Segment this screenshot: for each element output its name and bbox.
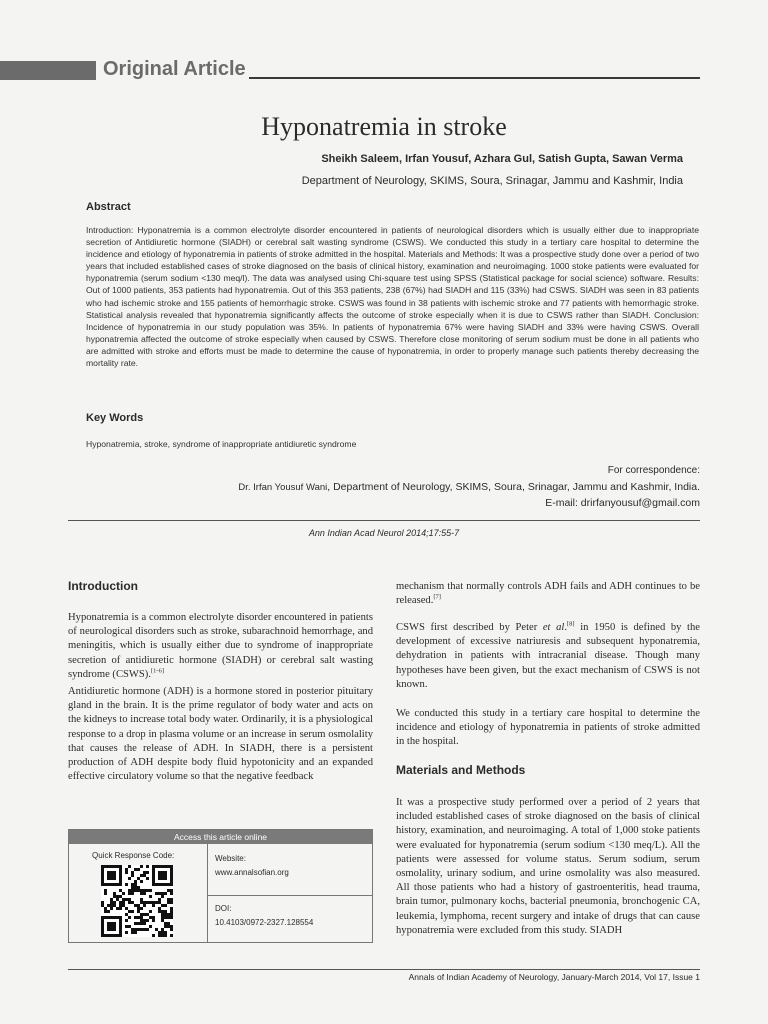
reference-marker: [7] bbox=[433, 593, 441, 601]
journal-footer: Annals of Indian Academy of Neurology, January-March 2014, Vol 17, Issue 1 bbox=[408, 972, 700, 982]
access-box-header: Access this article online bbox=[69, 830, 372, 844]
author-list: Sheikh Saleem, Irfan Yousuf, Azhara Gul, Satish Gupta, Sawan Verma bbox=[321, 153, 683, 165]
section-rule bbox=[249, 77, 700, 79]
introduction-heading: Introduction bbox=[68, 579, 138, 593]
doi-value[interactable]: 10.4103/0972-2327.128554 bbox=[215, 918, 314, 927]
et-al: et al bbox=[542, 622, 565, 633]
section-bar bbox=[0, 61, 96, 80]
right-paragraph-2 bbox=[396, 621, 700, 692]
right-paragraph-3: We conducted this study in a tertiary care hospital to determine the incidence and etiology of hyponatremia in patients of stroke admitted in the hospital. bbox=[396, 708, 700, 748]
intro-paragraph-1-text: Hyponatremia is a common electrolyte disorder encountered in patients of neurological disorders such as stroke, subarachnoid hemorrhage, and meningitis, which is usually either due to syndrome of inappropriate secretion of antidiuretic hormone (SIADH) or cerebral salt wasting syndrome (CSWS). bbox=[68, 612, 373, 680]
right-paragraph-2-text-b: in 1950 is defined by the development of excessive natriuresis and subsequent hyponatremia, dehydration in patients with intracranial disease. Though many hypotheses have been given, but the exact mechanism of CSWS is not known. bbox=[396, 622, 700, 690]
reference-marker: [8] bbox=[567, 620, 575, 628]
intro-paragraph-2: Antidiuretic hormone (ADH) is a hormone stored in posterior pituitary gland in the brain. It is the prime regulator of body water and acts on the kidneys to increase total body water. Ordinarily, it is a physiological response to a drop in plasma volume or an increase in serum osmolality that causes the release of ADH. In SIADH, there is a persistent production of ADH despite body fluid hypotonicity and an expanded effective circulatory volume so that the negative feedback bbox=[68, 686, 373, 783]
website-cell bbox=[208, 844, 372, 896]
methods-paragraph: It was a prospective study performed over a period of 2 years that included established cases of stroke diagnosed on the basis of clinical history, examination, and neuroimaging. A total of 1,000 stoke patients were evaluated for hyponatremia (serum sodium <130 meq/L). All the patients were assessed for volume status. Serum sodium, serum osmolality, urinary sodium, and urine osmolality was also measured. All those patients who had a history of gastroenteritis, head trauma, brain tumor, pulmonary kochs, bacterial pneumonia, bronchogenic CA, leukemia, lymphoma, recent surgery and intake of drugs that can cause hyponatremia were excluded from this study. SIADH bbox=[396, 797, 700, 936]
reference-marker: [1-6] bbox=[150, 667, 164, 675]
right-paragraph-2-text-a: CSWS first described by Peter bbox=[396, 622, 543, 633]
footer-rule bbox=[68, 969, 700, 970]
qr-code-icon[interactable] bbox=[101, 865, 173, 937]
intro-paragraph-1 bbox=[68, 611, 373, 682]
affiliation: Department of Neurology, SKIMS, Soura, Srinagar, Jammu and Kashmir, India bbox=[301, 175, 683, 187]
article-title: Hyponatremia in stroke bbox=[261, 112, 507, 141]
doi-label: DOI: bbox=[215, 904, 232, 913]
keywords-heading: Key Words bbox=[86, 412, 144, 424]
correspondence-email: E-mail: drirfanyousuf@gmail.com bbox=[545, 497, 700, 509]
website-link[interactable]: www.annalsofian.org bbox=[215, 868, 289, 877]
abstract-text: Introduction: Hyponatremia is a common electrolyte disorder encountered in patients of neurological disorders which is usually either due to inappropriate secretion of Antidiuretic hormone (SIADH) or cerebral salt wasting syndrome (CSWS). We conducted this study in a tertiary care hospital to determine the incidence and etiology of hyponatremia in patients of stroke admitted in the hospital. Materials and Methods: It was a prospective study done over a period of two years that included established cases of stroke diagnosed on the basis of clinical history, examination and neuroimaging. 1000 stoke patients were evaluated for hyponatremia (serum sodium <130 meq/l). The data was analysed using Chi-square test using SPSS (Statistical package for social science) software. Results: Out of 1000 patients, 353 patients had hyponatremia. Out of this 353 patients, 238 (67%) had SIADH and 115 (33%) had CSWS. SIADH was seen in 83 patients who had ischemic stroke and 155 patients of hemorrhagic stroke. CSWS was found in 38 patients with ischemic stroke and 77 patients with hemorrhagic stroke. Statistical analysis revealed that hyponatremia significantly affects the outcome of stroke especially when it is due to CSWS rather than SIADH. Conclusion: Incidence of hyponatremia in our study population was 35%. In patients of hyponatremia 67% were having SIADH and 33% were having CSWS. Overall hyponatremia affected the outcome of stroke especially when caused by CSWS. Therefore close monitoring of serum sodium must be done in all patients who are admitted with stroke and efforts must be made to determine the cause of hyponatremia, in order to properly manage such patients thereby decreasing the mortality rate. bbox=[86, 225, 699, 369]
right-paragraph-1 bbox=[396, 580, 700, 608]
right-paragraph-2-dot: . bbox=[564, 622, 568, 633]
keywords-text: Hyponatremia, stroke, syndrome of inappropriate antidiuretic syndrome bbox=[86, 439, 357, 449]
section-label: Original Article bbox=[103, 58, 246, 80]
citation-rule bbox=[68, 520, 700, 521]
website-label: Website: bbox=[215, 854, 246, 863]
qr-cell bbox=[69, 844, 208, 942]
access-article-box bbox=[68, 829, 373, 943]
abstract-heading: Abstract bbox=[86, 201, 131, 213]
methods-heading: Materials and Methods bbox=[396, 763, 526, 777]
right-paragraph-1-text: mechanism that normally controls ADH fails and ADH continues to be released. bbox=[396, 581, 700, 607]
correspondence-name: Dr. Irfan Yousuf Wani bbox=[238, 482, 328, 493]
correspondence-department: , Department of Neurology, SKIMS, Soura, Srinagar, Jammu and Kashmir, India. bbox=[327, 481, 700, 493]
qr-label: Quick Response Code: bbox=[92, 851, 175, 860]
citation: Ann Indian Acad Neurol 2014;17:55-7 bbox=[308, 528, 460, 538]
correspondence-label: For correspondence: bbox=[607, 465, 700, 476]
correspondence-address bbox=[238, 481, 700, 493]
